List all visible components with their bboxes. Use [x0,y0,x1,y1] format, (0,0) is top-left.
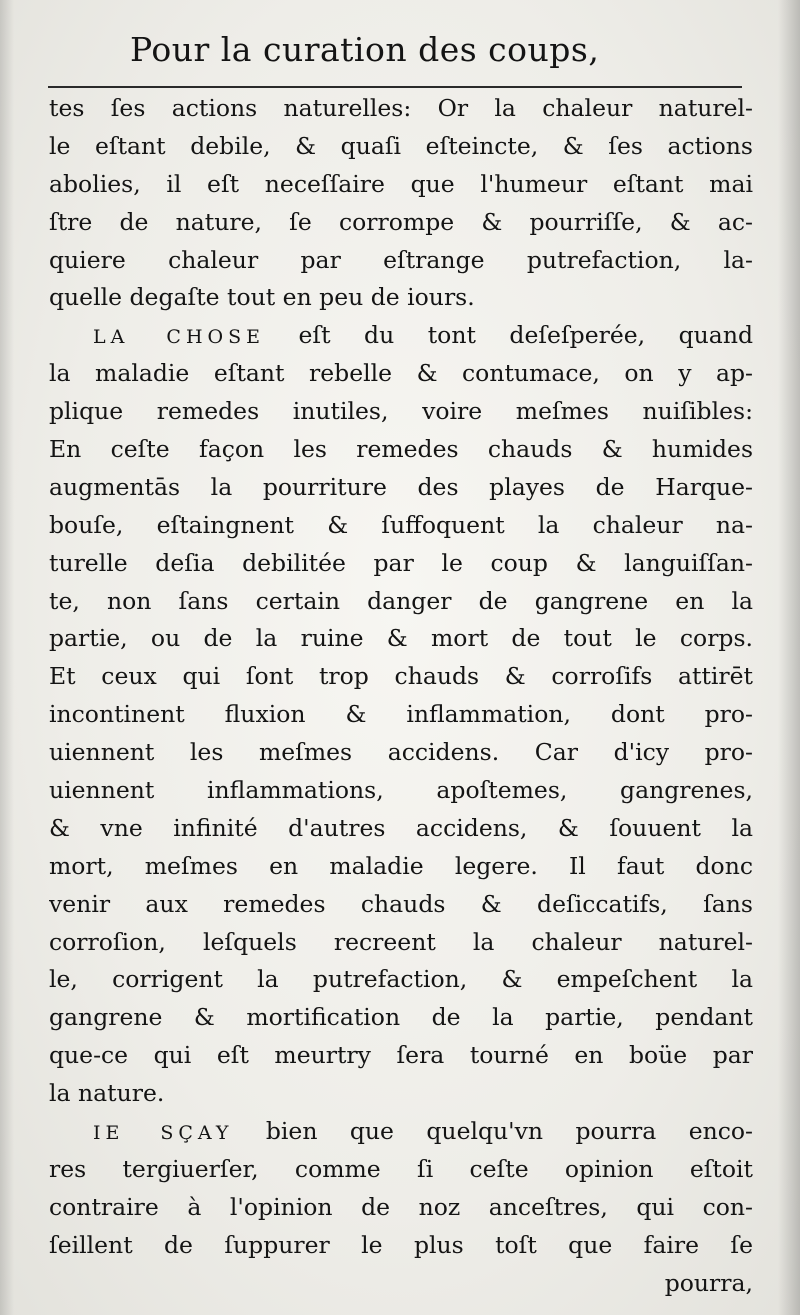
text-line: turelle deſia debilitée par le coup & languiſſan- [49,548,753,577]
text-line: ſeillent de ſuppurer le plus toſt que faire ſe [49,1230,753,1259]
text-line: partie, ou de la ruine & mort de tout le corps. [49,624,753,653]
catchword: pourra, [664,1268,753,1297]
text-line: quiere chaleur par eſtrange putrefaction, la- [49,245,753,274]
text-line: tes ſes actions naturelles: Or la chaleur naturel- [49,94,753,122]
paragraph-opening [49,1113,753,1151]
text-line: que-ce qui eſt meurtry ſera tourné en boüe par [49,1041,753,1070]
text-line: Et ceux qui ſont trop chauds & corroſifs attirēt [49,662,753,691]
text-run: bien que quelqu'vn pourra enco- [265,1117,753,1146]
text-line: venir aux remedes chauds & deſiccatifs, ſans [49,889,753,918]
text-line: mort, meſmes en maladie legere. Il faut donc [49,851,753,880]
text-line: abolies, il eſt neceſſaire que l'humeur eſtant mai [49,169,753,198]
text-line: ſtre de nature, ſe corrompe & pourriſſe, & ac- [49,207,753,236]
text-line: la maladie eſtant rebelle & contumace, on y ap- [49,359,753,388]
paragraph-opening [49,317,753,355]
page-right-shadow [778,0,800,1315]
text-line: incontinent fluxion & inflammation, dont pro- [49,700,753,729]
small-caps-lead: LA CHOSE [93,326,265,349]
body-text [49,90,753,1303]
text-line: bouſe, eſtaingnent & ſuffoquent la chaleur na- [49,510,753,539]
text-line: res tergiuerſer, comme ſi ceſte opinion eſtoit [49,1154,753,1183]
text-line: plique remedes inutiles, voire meſmes nuiſibles: [49,397,753,426]
text-run: eſt du tont deſeſperée, quand [298,321,753,350]
text-line: la nature. [49,1079,165,1108]
header-rule [48,86,742,88]
text-line: quelle degaſte tout en peu de iours. [49,283,475,312]
text-line: le, corrigent la putrefaction, & empeſchent la [49,965,753,994]
text-line: uiennent les meſmes accidens. Car d'icy pro- [49,738,753,767]
text-line: augmentās la pourriture des playes de Harque- [49,472,753,501]
text-line: gangrene & mortification de la partie, pendant [49,1003,753,1032]
running-title: Pour la curation des coups, [130,30,600,69]
text-line: & vne infinité d'autres accidens, & ſouuent la [49,813,753,842]
text-line: contraire à l'opinion de noz anceſtres, qui con- [49,1192,753,1221]
text-line: En ceſte façon les remedes chauds & humides [49,435,753,464]
text-line: uiennent inflammations, apoſtemes, gangrenes, [49,776,753,805]
text-line: corroſion, leſquels recreent la chaleur naturel- [49,927,753,956]
page-left-shadow [0,0,14,1315]
text-line: le eſtant debile, & quaſi eſteincte, & ſes actions [49,131,753,160]
text-line: te, non ſans certain danger de gangrene en la [49,586,753,615]
small-caps-lead: IE SÇAY [93,1122,234,1145]
